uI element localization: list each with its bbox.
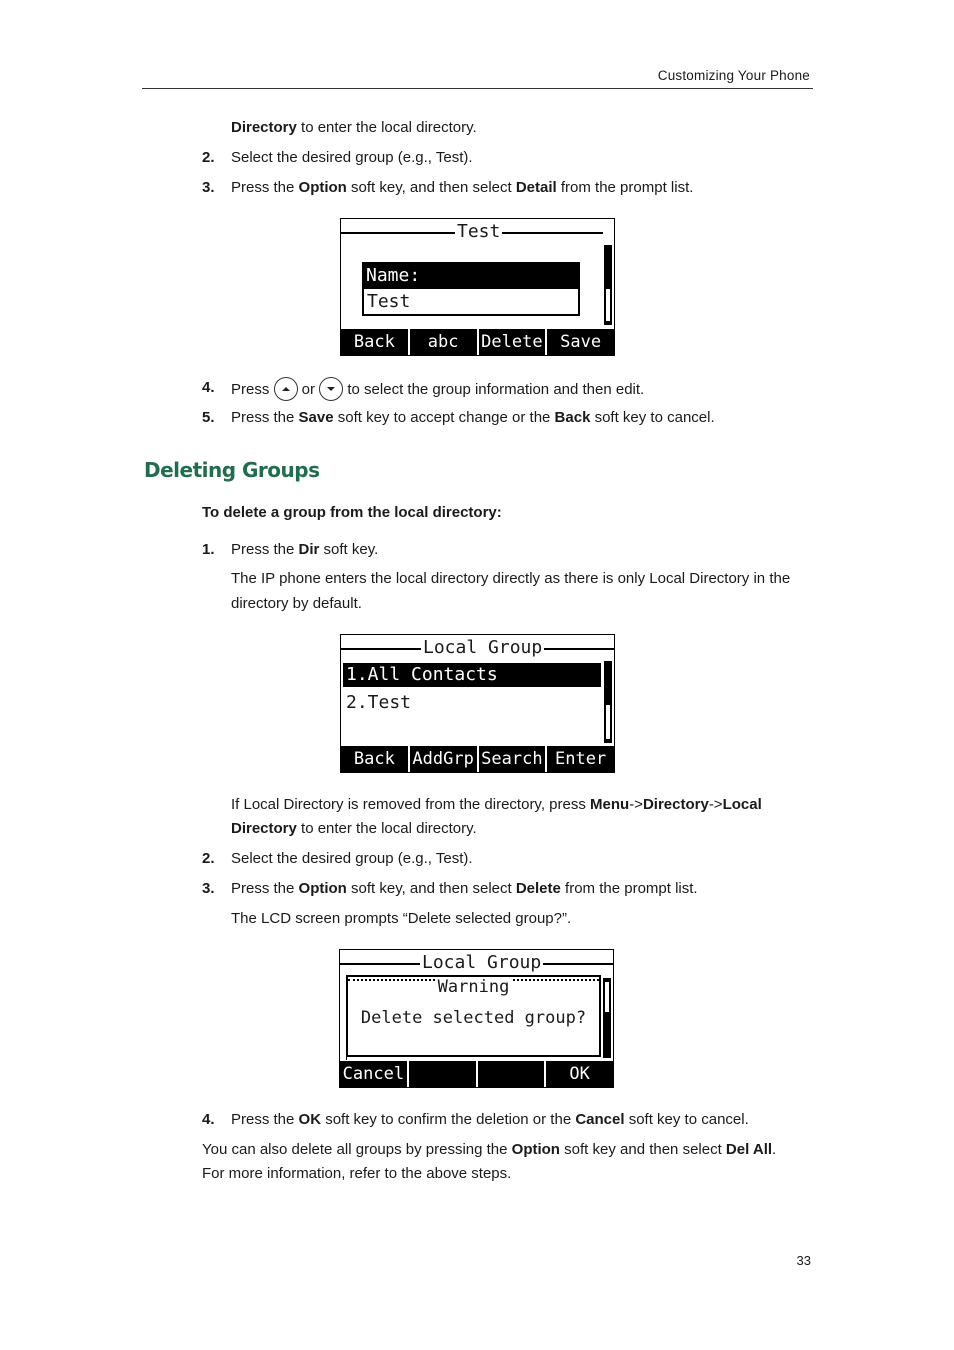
softkey-back[interactable]: Back (353, 332, 395, 352)
option-term: Option (298, 880, 347, 897)
step-number: 5. (202, 409, 215, 426)
lcd-title-row (341, 221, 614, 243)
text: soft key to cancel. (590, 409, 715, 426)
text: You can also delete all groups by pressing the (202, 1141, 512, 1158)
step-text (231, 1110, 749, 1130)
text: -> (708, 796, 723, 813)
text: soft key and then select (559, 1141, 726, 1158)
text: Press the (231, 1111, 299, 1128)
scrollbar-thumb (606, 289, 610, 321)
text: If Local Directory is removed from the directory, press (231, 796, 591, 813)
paragraph: For more information, refer to the above steps. (202, 1165, 512, 1182)
text: or (297, 380, 320, 398)
step-text: Select the desired group (e.g., Test). (231, 850, 473, 867)
cancel-term: Cancel (575, 1111, 625, 1128)
softkey-delete[interactable]: Delete (477, 329, 546, 355)
step-note: The IP phone enters the local directory directly as there is only Local Directory in the (231, 570, 791, 587)
detail-term: Detail (515, 179, 557, 196)
text: Press the (231, 179, 299, 196)
step-text (231, 879, 698, 899)
directory-term: Directory (231, 820, 297, 837)
step-note: directory by default. (231, 595, 362, 612)
ok-term: OK (298, 1111, 322, 1128)
list-item[interactable]: 2.Test (346, 692, 412, 713)
dir-term: Dir (298, 541, 320, 558)
scrollbar-thumb (605, 982, 609, 1012)
softkey-bar (341, 746, 614, 772)
lcd-title-row (341, 637, 614, 659)
step-number: 1. (202, 541, 215, 558)
menu-term: Menu (590, 796, 630, 813)
step-continuation (231, 118, 477, 138)
text: soft key, and then select (346, 880, 516, 897)
softkey-enter[interactable]: Enter (545, 746, 614, 772)
title-rule-left (341, 232, 459, 234)
title-rule-left (341, 648, 425, 650)
lcd-title: Local Group (422, 952, 542, 973)
dialog-title-wrap (348, 977, 599, 997)
text: from the prompt list. (556, 179, 694, 196)
paragraph (202, 1140, 776, 1160)
text: to select the group information and then edit. (343, 380, 645, 398)
text: from the prompt list. (560, 880, 698, 897)
text: . (772, 1141, 777, 1158)
softkey-cancel[interactable]: Cancel (342, 1064, 405, 1084)
warning-message: Delete selected group? (360, 1008, 587, 1028)
step-number: 2. (202, 850, 215, 867)
text: -> (629, 796, 643, 813)
lcd-title: Test (457, 221, 501, 242)
scrollbar (604, 245, 612, 325)
up-arrow-key-icon (274, 377, 298, 401)
step-text (231, 408, 715, 428)
back-term: Back (554, 409, 591, 426)
text: Press (231, 380, 274, 398)
text: soft key. (319, 541, 379, 558)
scrollbar (604, 661, 612, 743)
option-term: Option (298, 179, 347, 196)
title-rule-right (497, 232, 603, 234)
step-text (231, 540, 378, 560)
step-text (231, 378, 644, 402)
step-number: 4. (202, 1111, 215, 1128)
running-header: Customizing Your Phone (657, 68, 810, 83)
procedure-title: To delete a group from the local directory: (202, 504, 502, 521)
step-number: 2. (202, 149, 215, 166)
lcd-screen-local-group (340, 634, 615, 773)
section-heading: Deleting Groups (144, 458, 320, 482)
title-rule-left (340, 963, 424, 965)
option-term: Option (511, 1141, 560, 1158)
warning-dialog (346, 975, 601, 1057)
softkey-empty-2 (407, 1061, 476, 1087)
field-value[interactable]: Test (362, 289, 580, 316)
text: soft key to accept change or the (333, 409, 555, 426)
header-rule (142, 88, 813, 89)
paragraph (231, 819, 477, 839)
softkey-back[interactable]: Back (353, 749, 395, 769)
softkey-save[interactable]: Save (545, 329, 614, 355)
step-number: 4. (202, 379, 215, 396)
continuation-text: to enter the local directory. (296, 119, 477, 136)
softkey-abc[interactable]: abc (408, 329, 477, 355)
text: soft key to confirm the deletion or the (321, 1111, 576, 1128)
delete-term: Delete (515, 880, 561, 897)
step-number: 3. (202, 880, 215, 897)
step-text: Select the desired group (e.g., Test). (231, 149, 473, 166)
down-arrow-key-icon (319, 377, 343, 401)
softkey-addgrp[interactable]: AddGrp (408, 746, 477, 772)
lcd-screen-delete-warning (339, 949, 614, 1088)
softkey-search[interactable]: Search (477, 746, 546, 772)
warning-title: Warning (437, 977, 510, 997)
text: soft key, and then select (346, 179, 516, 196)
scrollbar (603, 978, 611, 1058)
step-text (231, 178, 693, 198)
text: Press the (231, 541, 299, 558)
softkey-bar (341, 329, 614, 355)
local-term: Local (722, 796, 762, 813)
softkey-bar (340, 1061, 613, 1087)
step-note: The LCD screen prompts “Delete selected group?”. (231, 910, 572, 927)
del-all-term: Del All (725, 1141, 773, 1158)
text: to enter the local directory. (296, 820, 477, 837)
text: Press the (231, 409, 299, 426)
scrollbar-thumb (606, 705, 610, 739)
save-term: Save (298, 409, 334, 426)
lcd-title-row (340, 952, 613, 974)
lcd-title: Local Group (423, 637, 543, 658)
lcd-screen-test (340, 218, 615, 356)
directory-term: Directory (231, 119, 297, 136)
page-number: 33 (796, 1253, 811, 1268)
text: soft key to cancel. (624, 1111, 749, 1128)
field-label-highlight: Name: (362, 262, 580, 289)
softkey-empty-3 (476, 1061, 545, 1087)
list-item-selected[interactable]: 1.All Contacts (343, 663, 601, 687)
softkey-ok[interactable]: OK (544, 1061, 613, 1087)
step-number: 3. (202, 179, 215, 196)
paragraph (231, 795, 762, 815)
text: Press the (231, 880, 299, 897)
directory-term: Directory (642, 796, 709, 813)
